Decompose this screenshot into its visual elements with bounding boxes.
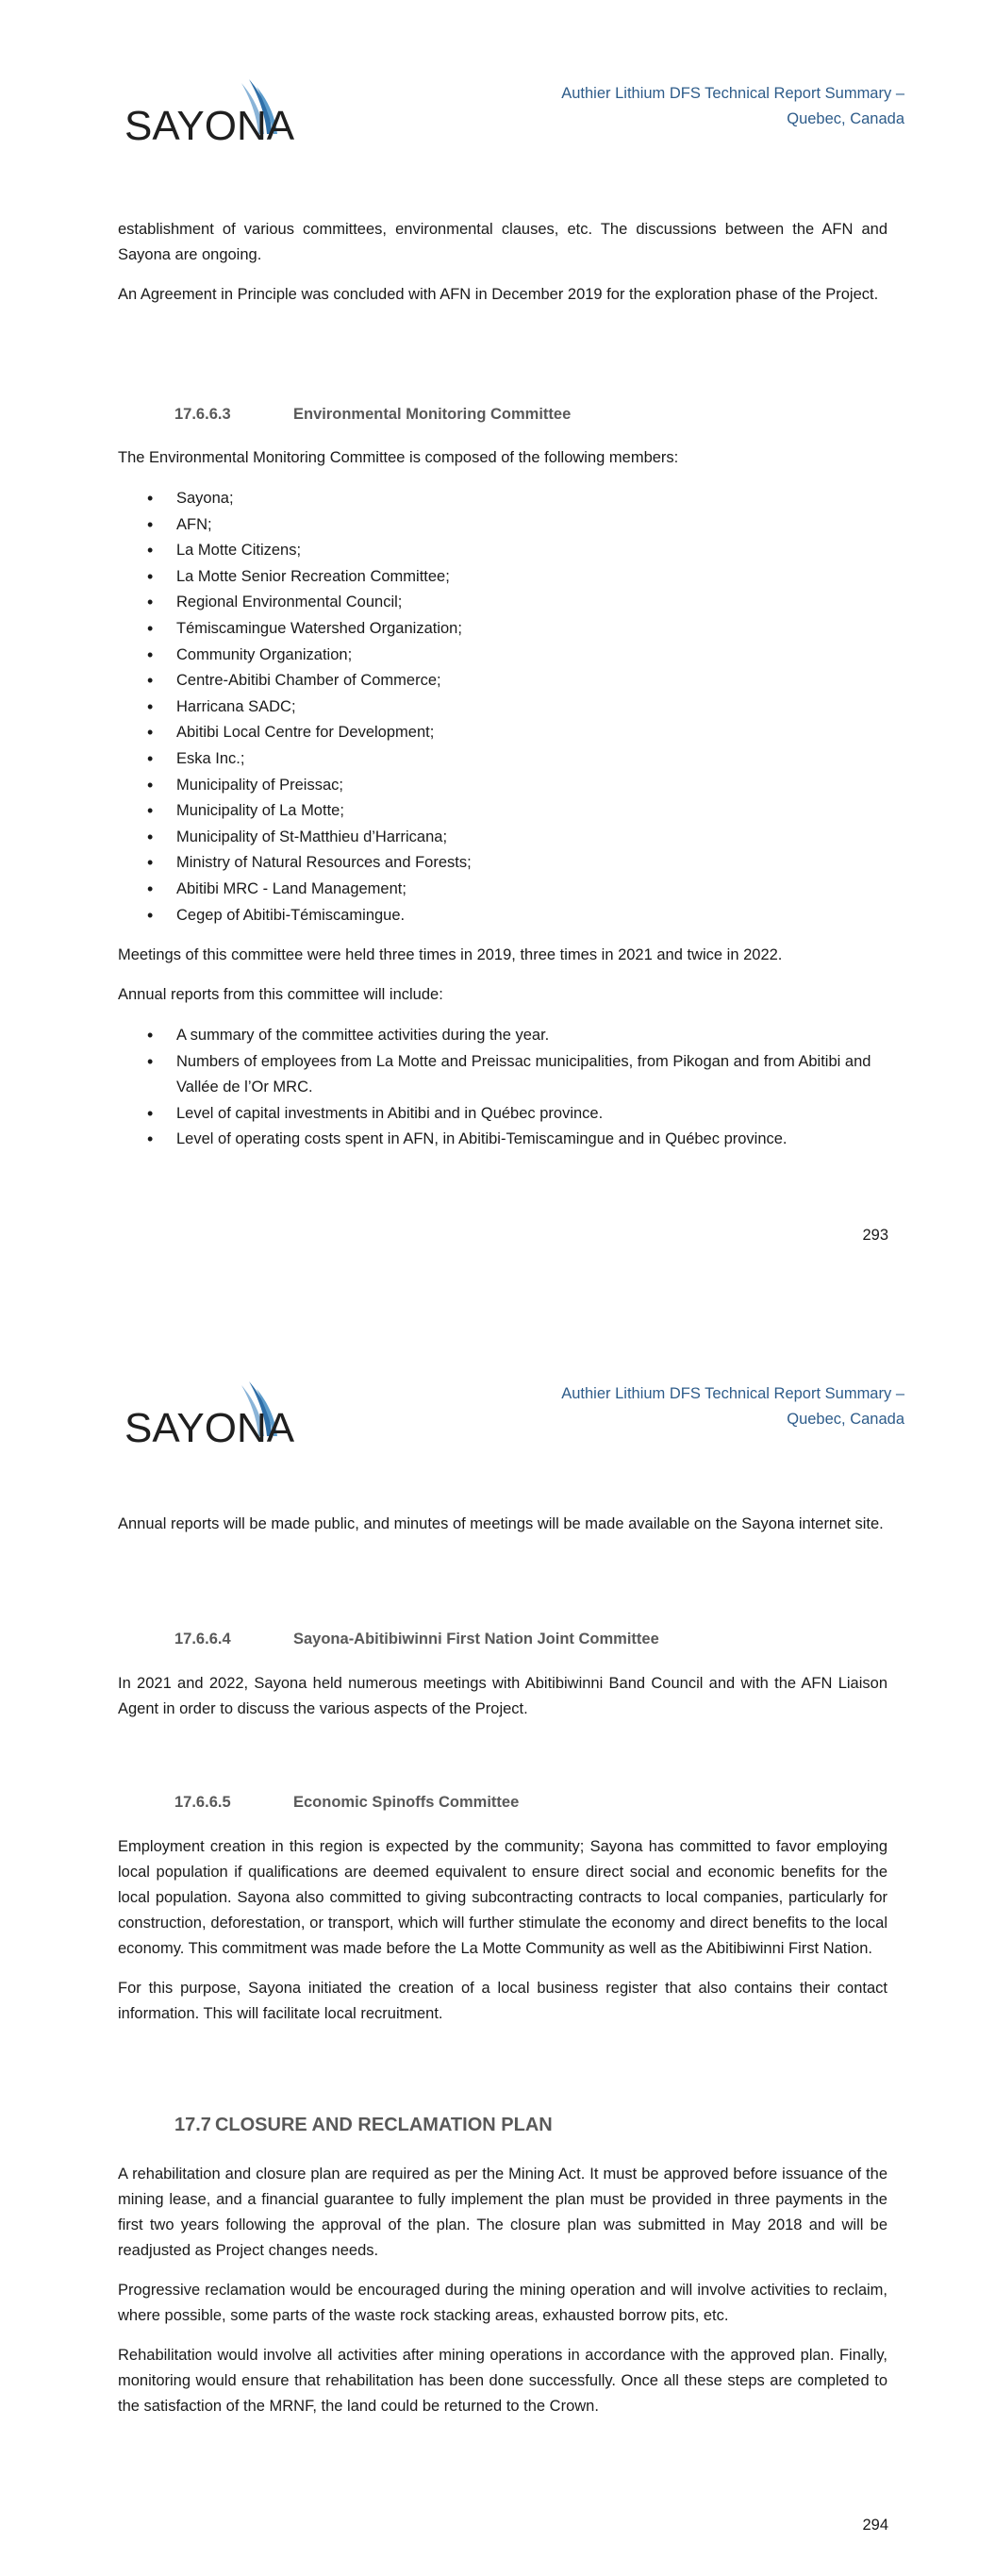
list-item: • Sayona; — [118, 486, 887, 512]
section-title: CLOSURE AND RECLAMATION PLAN — [214, 2115, 553, 2135]
list-item: • Témiscamingue Watershed Organization; — [118, 616, 887, 643]
annual-report-items-list — [118, 1023, 887, 1153]
subsection-number: 17.6.6.5 — [174, 1794, 231, 1811]
page-number: 294 — [862, 2517, 888, 2534]
list-item: • Eska Inc.; — [118, 746, 887, 773]
list-item: • Level of operating costs spent in AFN, in Abitibi-Temiscamingue and in Québec province. — [118, 1127, 887, 1153]
sayona-logo — [121, 1378, 300, 1453]
report-header-title — [471, 1381, 904, 1432]
list-item: • La Motte Citizens; — [118, 538, 887, 564]
subsection-heading-17-6-6-3 — [174, 406, 571, 424]
sayona-logo — [121, 75, 300, 151]
list-item: • Municipality of La Motte; — [118, 798, 887, 825]
subsection-number: 17.6.6.4 — [174, 1631, 231, 1648]
header-title-line2: Quebec, Canada — [787, 110, 904, 127]
list-item: • AFN; — [118, 512, 887, 539]
section-heading-17-7 — [174, 2115, 553, 2136]
sayona-logo-icon — [121, 1378, 300, 1453]
subsection-number: 17.6.6.3 — [174, 406, 231, 423]
page-number: 293 — [862, 1227, 888, 1244]
agreement-paragraph: An Agreement in Principle was concluded with AFN in December 2019 for the exploration phase of the Project. — [118, 286, 879, 303]
list-item: • Abitibi MRC - Land Management; — [118, 877, 887, 903]
document-page-294 — [0, 1288, 995, 2576]
report-header-title — [471, 81, 904, 132]
list-item: • Level of capital investments in Abitibi and in Québec province. — [118, 1101, 887, 1128]
economic-spinoffs-block — [118, 1834, 887, 2041]
logo-wordmark: SAYONA — [124, 103, 295, 149]
logo-wordmark: SAYONA — [124, 1405, 295, 1451]
header-title-line1: Authier Lithium DFS Technical Report Summary – — [561, 85, 904, 102]
list-item: • Harricana SADC; — [118, 694, 887, 721]
section-number: 17.7 — [174, 2115, 211, 2135]
spinoffs-paragraph: Employment creation in this region is expected by the community; Sayona has committed to favor employing local population if qualifications are deemed equivalent to ensure direct social and economic benefits for the local population. Sayona also committed to giving subcontracting contracts to local companies, particularly for construction, deforestation, or transport, which will further stimulate the economy and direct benefits to the local economy. This commitment was made before the La Motte Community as well as the Abitibiwinni First Nation. — [118, 1838, 887, 1957]
committee-intro: The Environmental Monitoring Committee is composed of the following members: — [118, 449, 679, 466]
header-title-line2: Quebec, Canada — [787, 1411, 904, 1428]
meetings-paragraph: Meetings of this committee were held three times in 2019, three times in 2021 and twice in 2022. — [118, 946, 783, 964]
header-title-line1: Authier Lithium DFS Technical Report Summary – — [561, 1385, 904, 1402]
joint-committee-block — [118, 1671, 887, 1736]
reports-public-block — [118, 1512, 887, 1551]
closure-paragraph-2: Progressive reclamation would be encouraged during the mining operation and will involve activities to reclaim, where possible, some parts of the waste rock stacking areas, exhausted borrow pits, etc. — [118, 2282, 887, 2324]
business-register-paragraph: For this purpose, Sayona initiated the creation of a local business register that also contains their contact information. This will facilitate local recruitment. — [118, 1980, 887, 2022]
list-item: • Community Organization; — [118, 643, 887, 669]
list-item: • Municipality of Preissac; — [118, 773, 887, 799]
list-item: • Abitibi Local Centre for Development; — [118, 720, 887, 746]
list-item: • Cegep of Abitibi-Témiscamingue. — [118, 903, 887, 929]
page1-intro-block — [118, 217, 887, 322]
closure-plan-block — [118, 2162, 887, 2434]
list-item: • Ministry of Natural Resources and Forests; — [118, 850, 887, 877]
list-item: • A summary of the committee activities during the year. — [118, 1023, 887, 1049]
sayona-logo-icon — [121, 75, 300, 151]
closure-paragraph-3: Rehabilitation would involve all activities after mining operations in accordance with the approved plan. Finally, monitoring would ensure that rehabilitation has been done successfully. Once all these steps are completed to the satisfaction of the MRNF, the land could be returned to the Crown. — [118, 2347, 887, 2415]
list-item: • Numbers of employees from La Motte and Preissac municipalities, from Pikogan and from Abitibi and Vallée de l’Or MRC. — [118, 1049, 887, 1101]
subsection-title: Sayona-Abitibiwinni First Nation Joint Committee — [293, 1631, 659, 1648]
continuation-paragraph: establishment of various committees, environmental clauses, etc. The discussions between the AFN and Sayona are ongoing. — [118, 221, 887, 263]
subsection-heading-17-6-6-5 — [174, 1794, 519, 1812]
list-item: • La Motte Senior Recreation Committee; — [118, 564, 887, 591]
list-item: • Centre-Abitibi Chamber of Commerce; — [118, 668, 887, 694]
subsection-heading-17-6-6-4 — [174, 1631, 659, 1648]
list-item: • Municipality of St-Matthieu d’Harricana; — [118, 825, 887, 851]
subsection-title: Environmental Monitoring Committee — [293, 406, 572, 423]
joint-committee-paragraph: In 2021 and 2022, Sayona held numerous meetings with Abitibiwinni Band Council and with the AFN Liaison Agent in order to discuss the various aspects of the Project. — [118, 1675, 887, 1717]
reports-public-paragraph: Annual reports will be made public, and minutes of meetings will be made available on the Sayona internet site. — [118, 1515, 884, 1532]
committee-members-block — [118, 445, 887, 1167]
closure-paragraph-1: A rehabilitation and closure plan are required as per the Mining Act. It must be approved before issuance of the mining lease, and a financial guarantee to fully implement the plan must be provided in three payments in the first two years following the approval of the plan. The closure plan was submitted in May 2018 and will be readjusted as Project changes needs. — [118, 2166, 887, 2259]
subsection-title: Economic Spinoffs Committee — [293, 1794, 520, 1811]
list-item: • Regional Environmental Council; — [118, 590, 887, 616]
committee-members-list — [118, 486, 887, 928]
reports-intro: Annual reports from this committee will include: — [118, 986, 443, 1004]
